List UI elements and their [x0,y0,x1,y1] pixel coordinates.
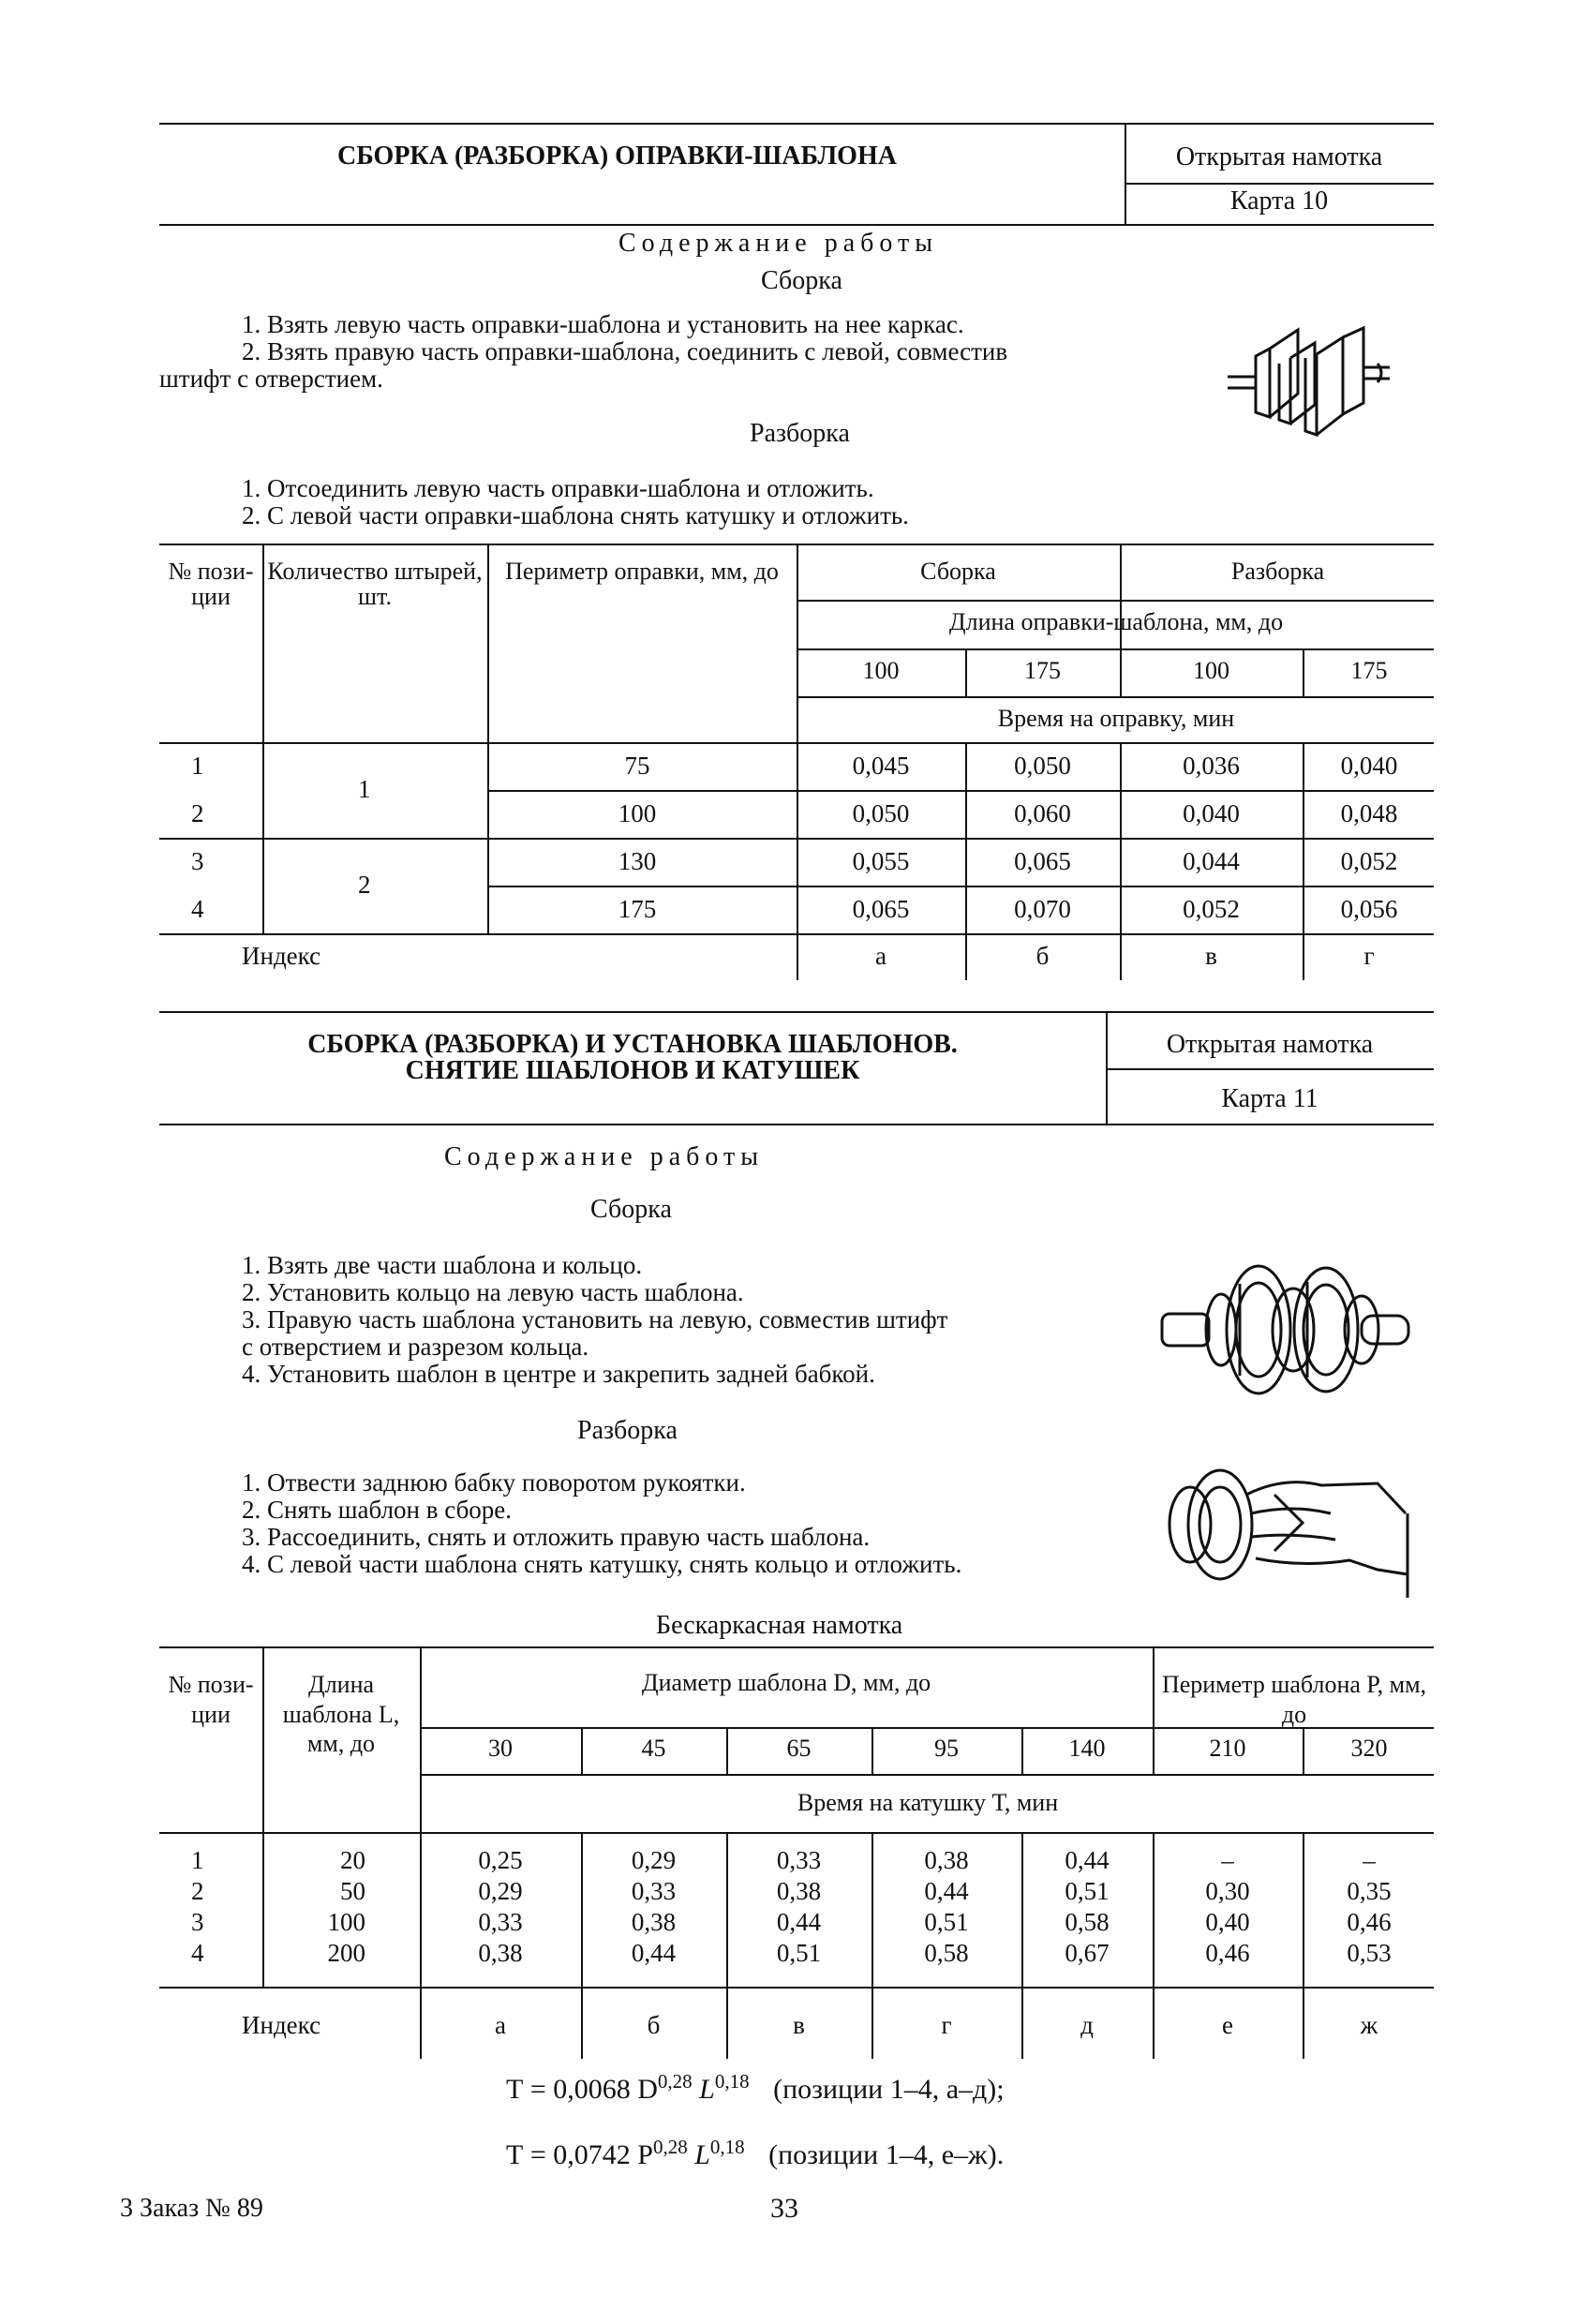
card10-col-perimeter: Периметр оправки, мм, до [505,558,779,585]
template-assembly-illustration [1157,1246,1424,1401]
card11-diameter: 140 [1068,1735,1106,1762]
order-number: 3 Заказ № 89 [120,2194,263,2223]
card11-cell: 0,58 [924,1939,969,1967]
card10-header-divider [1125,123,1126,224]
card11-perimeter: 210 [1209,1735,1246,1762]
card11-cell: 0,51 [1065,1877,1110,1905]
card10-cell: 0,036 [1183,752,1240,780]
card10-length: 175 [1024,657,1061,684]
card11-assembly-step-1: 1. Взять две части шаблона и кольцо. [242,1251,643,1279]
card11-cell: 0,33 [478,1908,523,1936]
card10-cell: 0,050 [852,799,910,827]
card11-disassembly-step-3: 3. Рассоединить, снять и отложить правую часть шаблона. [242,1523,871,1551]
card10-index: в [1205,942,1217,970]
card10-assembly-step-1: 1. Взять левую часть оправки-шаблона и установить на нее каркас. [242,310,964,338]
card11-disassembly-step-2: 2. Снять шаблон в сборе. [242,1496,513,1524]
card10-col-pins: Количество штырей, шт. [267,558,483,611]
card11-disassembly-step-4: 4. С левой части шаблона снять катушку, снять кольцо и отложить. [242,1550,962,1578]
card11-index: ж [1360,2011,1378,2039]
card11-diameter: 65 [786,1735,812,1762]
card11-row-pos: 3 [191,1908,204,1936]
card11-col-length: Длина шаблона L, мм, до [282,1671,400,1758]
card11-cell: – [1363,1846,1376,1874]
card10-row-perimeter: 100 [618,799,657,827]
card10-index-label: Индекс [242,942,321,970]
card10-top-rule [159,123,1434,125]
card11-group-diameter: Диаметр шаблона D, мм, до [641,1669,931,1696]
card11-index: д [1080,2011,1094,2039]
card11-cell: 0,51 [924,1908,969,1936]
card11-group-perimeter: Периметр шаблона Р, мм, до [1161,1671,1427,1728]
card11-content-heading: Содержание работы [444,1142,765,1171]
card10-length: 175 [1350,657,1388,684]
card11-row-pos: 4 [191,1939,204,1967]
card11-title-line-1: СБОРКА (РАЗБОРКА) И УСТАНОВКА ШАБЛОНОВ. [307,1030,958,1059]
card11-cell: 0,44 [776,1908,822,1936]
card10-disassembly-step-1: 1. Отсоединить левую часть оправки-шаблона и отложить. [242,474,874,502]
card10-content-heading: Содержание работы [618,229,939,258]
card11-index-label: Индекс [242,2011,321,2039]
card10-row-pos: 3 [191,847,204,875]
card11-index: в [793,2011,805,2039]
card11-col-position: № пози- ции [168,1671,254,1728]
card10-length: 100 [862,657,900,684]
card10-cell: 0,065 [1014,847,1071,875]
card10-cell: 0,045 [852,752,910,780]
card11-cell: 0,46 [1205,1939,1250,1967]
card10-title: СБОРКА (РАЗБОРКА) ОПРАВКИ-ШАБЛОНА [337,142,897,171]
card11-table-caption: Бескаркасная намотка [656,1611,903,1640]
card11-cell: 0,38 [631,1908,677,1936]
card11-cell: 0,33 [776,1846,822,1874]
card10-cell: 0,060 [1014,799,1071,827]
card10-cell: 0,040 [1340,752,1398,780]
card11-assembly-step-4: 4. Установить шаблон в центре и закрепить задней бабкой. [242,1360,875,1388]
card10-row-perimeter: 130 [618,847,657,875]
card10-group-assembly: Сборка [920,558,996,585]
page-number: 33 [770,2193,798,2224]
card10-row-pos: 4 [191,895,204,923]
card11-cell: 0,44 [631,1939,677,1967]
card11-cell: 0,25 [478,1846,523,1874]
card10-card-number: Карта 10 [1229,186,1329,216]
card11-row-pos: 1 [191,1846,204,1874]
card10-row-pins: 1 [358,775,371,803]
card11-top-rule [159,1011,1434,1013]
card11-row-length: 50 [340,1877,365,1905]
card10-row-pos: 1 [191,752,204,780]
card11-cell: 0,29 [478,1877,523,1905]
card10-row-perimeter: 75 [624,752,650,780]
card11-cell: – [1221,1846,1234,1874]
card10-length-label: Длина оправки-шаблона, мм, до [948,608,1284,635]
card11-cell: 0,44 [1065,1846,1110,1874]
card10-cell: 0,065 [852,895,910,923]
card11-cell: 0,33 [631,1877,677,1905]
card11-row-length: 20 [340,1846,365,1874]
card10-time-label: Время на оправку, мин [997,705,1235,732]
card11-card-number: Карта 11 [1221,1084,1318,1113]
card10-row-pos: 2 [191,799,204,827]
formula-1: Т = 0,0068 D$^{0,28}$ L$^{0,18}$ (позиции 1–4, а–д); [506,2070,1005,2105]
card10-length: 100 [1193,657,1229,684]
card10-cell: 0,056 [1340,895,1398,923]
card11-assembly-step-3: 3. Правую часть шаблона установить на левую, совместив штифт [242,1305,948,1333]
card10-row-perimeter: 175 [618,895,657,923]
card11-cell: 0,67 [1065,1939,1110,1967]
card10-group-disassembly: Разборка [1230,558,1325,585]
card10-assembly-step-2-cont: штифт с отверстием. [159,365,383,393]
card11-cell: 0,35 [1347,1877,1392,1905]
card11-index: е [1222,2011,1233,2039]
card11-cell: 0,46 [1347,1908,1392,1936]
card11-cell: 0,44 [924,1877,969,1905]
formula-2: Т = 0,0742 Р$^{0,28}$ L$^{0,18}$ (позиции 1–4, е–ж). [506,2136,1005,2170]
card10-row-pins: 2 [358,871,371,899]
card11-cell: 0,40 [1205,1908,1250,1936]
card10-cell: 0,052 [1340,847,1398,875]
card10-cell: 0,044 [1183,847,1240,875]
card10-disassembly-step-2: 2. С левой части оправки-шаблона снять катушку и отложить. [242,501,909,529]
card11-title-line-2: СНЯТИЕ ШАБЛОНОВ И КАТУШЕК [405,1056,860,1085]
card11-bottom-rule [159,1124,1434,1125]
template-removal-illustration [1162,1457,1429,1602]
card10-assembly-step-2: 2. Взять правую часть оправки-шаблона, соединить с левой, совместив [242,337,1008,365]
card11-row-pos: 2 [191,1877,204,1905]
card11-row-length: 200 [327,1939,365,1967]
card11-diameter: 45 [641,1735,666,1762]
card10-cell: 0,048 [1340,799,1398,827]
card11-index: а [495,2011,506,2039]
card11-disassembly-step-1: 1. Отвести заднюю бабку поворотом рукоятки. [242,1468,746,1497]
card11-assembly-heading: Сборка [590,1195,672,1224]
card10-cell: 0,052 [1183,895,1240,923]
card11-cell: 0,38 [478,1939,523,1967]
card11-category: Открытая намотка [1166,1030,1374,1059]
card10-cell: 0,055 [852,847,910,875]
card11-diameter: 30 [488,1735,513,1762]
card11-assembly-step-2: 2. Установить кольцо на левую часть шаблона. [242,1278,744,1306]
card10-col-position: № пози- ции [168,558,254,611]
card11-index: б [647,2011,661,2039]
card10-bottom-rule [159,224,1434,226]
card11-diameter: 95 [934,1735,959,1762]
card11-index: г [941,2011,952,2039]
card11-cell: 0,30 [1205,1877,1250,1905]
card11-header-divider [1106,1011,1108,1124]
card11-assembly-step-3-cont: с отверстием и разрезом кольца. [242,1333,589,1361]
card10-index: г [1363,942,1375,970]
card10-category: Открытая намотка [1175,142,1383,171]
card11-time-label: Время на катушку Т, мин [797,1789,1059,1816]
card10-disassembly-heading: Разборка [750,419,850,448]
mandrel-template-illustration [1223,309,1396,440]
card10-cell: 0,050 [1014,752,1071,780]
card10-header-split [1125,183,1434,185]
card11-header-split [1106,1068,1434,1070]
card11-cell: 0,38 [924,1846,969,1874]
card10-cell: 0,070 [1014,895,1071,923]
card11-cell: 0,38 [776,1877,822,1905]
card11-perimeter: 320 [1350,1735,1388,1762]
card10-index: б [1035,942,1050,970]
card11-cell: 0,29 [631,1846,677,1874]
card11-disassembly-heading: Разборка [577,1416,678,1445]
card11-cell: 0,51 [776,1939,822,1967]
card10-assembly-heading: Сборка [761,266,842,295]
card10-cell: 0,040 [1183,799,1240,827]
card11-cell: 0,53 [1347,1939,1392,1967]
card10-index: а [875,942,886,970]
card11-row-length: 100 [327,1908,365,1936]
card11-cell: 0,58 [1065,1908,1110,1936]
